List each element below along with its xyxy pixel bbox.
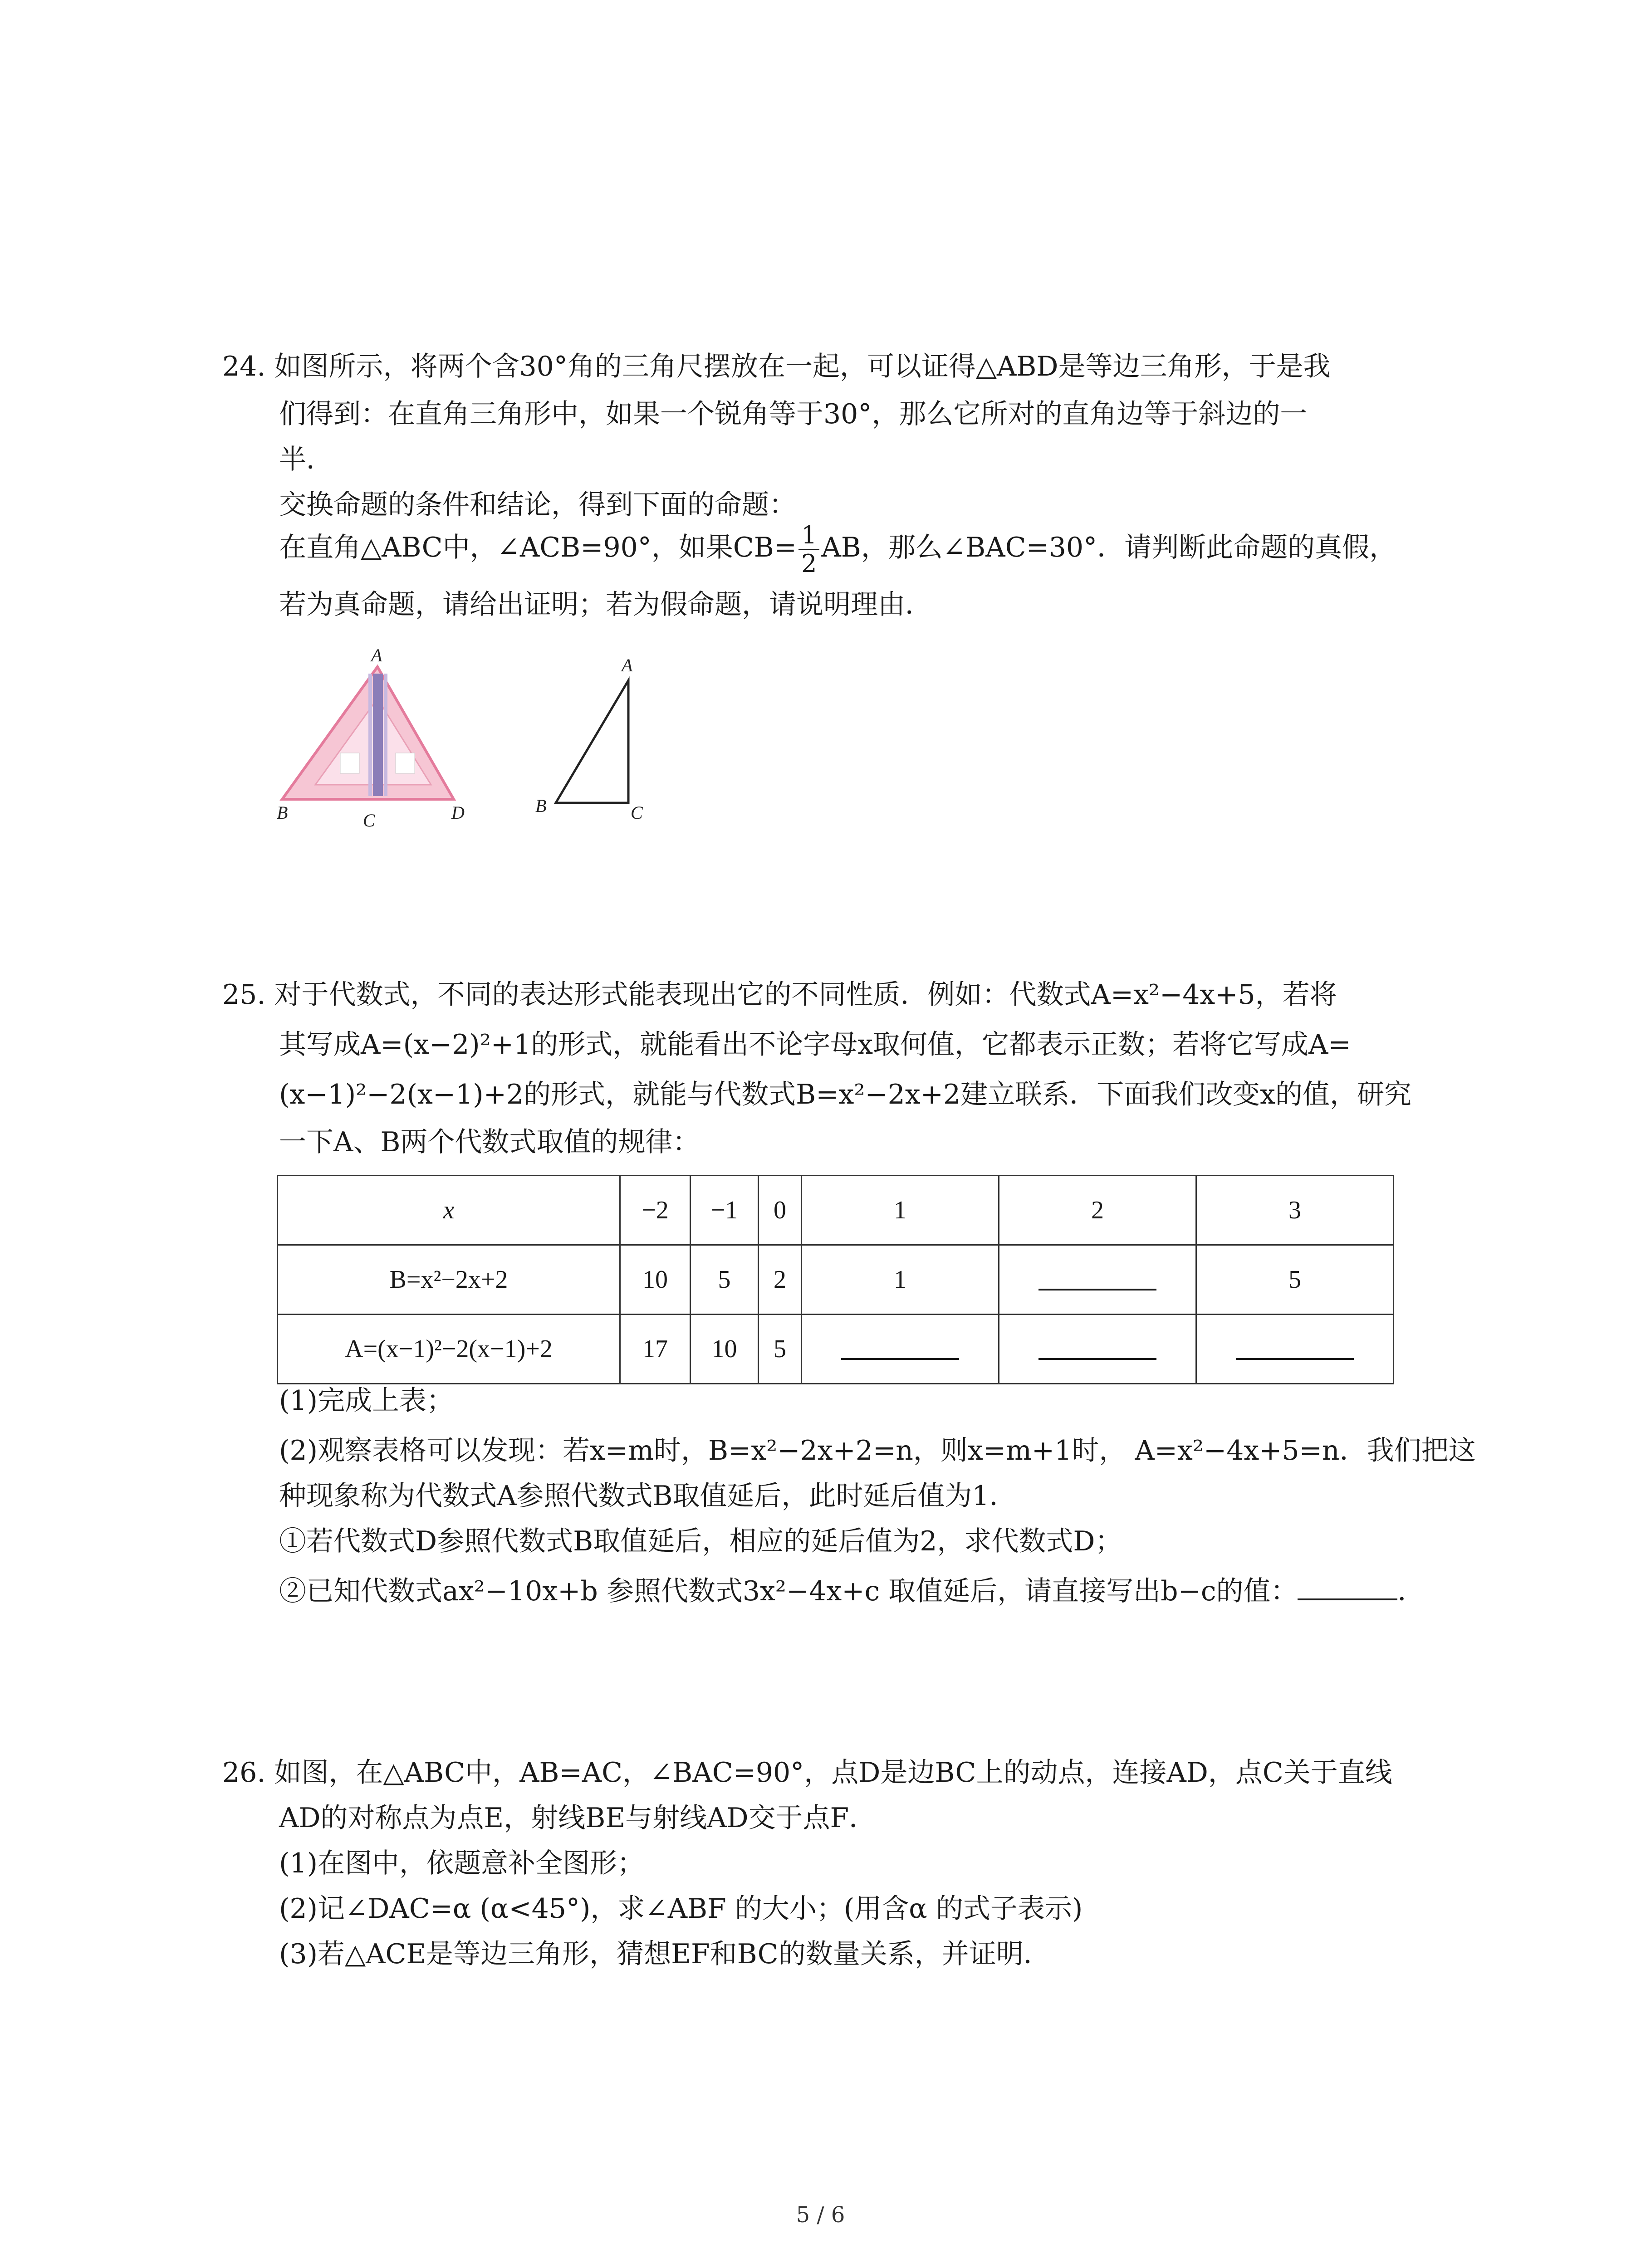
table-row-label-b: B=x²−2x+2 — [278, 1245, 620, 1315]
table-cell: 2 — [759, 1245, 802, 1315]
q24-line-6: 若为真命题，请给出证明；若为假命题，请说明理由． — [279, 589, 932, 621]
answer-blank[interactable] — [1236, 1332, 1354, 1360]
table-cell: 1 — [802, 1176, 999, 1245]
q25-part-3: ①若代数式D参照代数式B取值延后，相应的延后值为2，求代数式D； — [279, 1525, 1122, 1557]
q25-part-4-end: ． — [1397, 1575, 1425, 1607]
ruler-edge-left — [368, 674, 372, 796]
table-blank-cell[interactable] — [999, 1245, 1196, 1315]
ruler-edge-right — [384, 674, 387, 796]
fig1-label-a: A — [371, 649, 382, 665]
q24-line-2: 们得到：在直角三角形中，如果一个锐角等于30°，那么它所对的直角边等于斜边的一 — [279, 398, 1308, 430]
value-table — [277, 1175, 1394, 1384]
answer-blank[interactable] — [1038, 1332, 1156, 1360]
page-number: 5 / 6 — [796, 2202, 845, 2228]
fig2-label-b: B — [535, 796, 547, 816]
table-cell: 5 — [1196, 1245, 1394, 1315]
table-blank-cell[interactable] — [999, 1315, 1196, 1384]
q25-part-4-text: ②已知代数式ax²−10x+b 参照代数式3x²−4x+c 取值延后，请直接写出b−c的值： — [279, 1575, 1298, 1607]
q25-line-1: 25. 对于代数式，不同的表达形式能表现出它的不同性质．例如：代数式A=x²−4x+5，若将 — [222, 979, 1337, 1011]
q24-line-5a: 在直角△ABC中，∠ACB=90°，如果CB= — [279, 532, 797, 564]
figure-set-squares — [272, 649, 467, 835]
table-row-b — [278, 1245, 1394, 1315]
q25-part-1: (1)完成上表； — [279, 1385, 454, 1417]
q25-line-3: (x−1)²−2(x−1)+2的形式，就能与代数式B=x²−2x+2建立联系．下面我们改变x的值，研究 — [279, 1079, 1411, 1110]
figure-right-triangle — [531, 653, 649, 830]
q26-line-2: AD的对称点为点E，射线BE与射线AD交于点F． — [279, 1802, 877, 1834]
fraction-numerator: 1 — [798, 522, 819, 550]
table-row-a — [278, 1315, 1394, 1384]
q25-part-2a: (2)观察表格可以发现：若x=m时，B=x²−2x+2=n，则x=m+1时， A=x²−4x+5=n．我们把这 — [279, 1435, 1476, 1466]
table-cell: −1 — [691, 1176, 759, 1245]
triangle-hole-left — [340, 753, 359, 773]
table-cell: 5 — [691, 1245, 759, 1315]
fig1-label-d: D — [451, 802, 465, 823]
table-blank-cell[interactable] — [1196, 1315, 1394, 1384]
fig1-label-b: B — [277, 802, 288, 823]
q25-line-2: 其写成A=(x−2)²+1的形式，就能看出不论字母x取何值，它都表示正数；若将它写成A= — [279, 1029, 1351, 1061]
table-cell: 2 — [999, 1176, 1196, 1245]
table-blank-cell[interactable] — [802, 1315, 999, 1384]
answer-blank[interactable] — [1038, 1262, 1156, 1290]
ruler-strip — [373, 674, 383, 796]
answer-blank[interactable] — [841, 1332, 959, 1360]
table-cell: 1 — [802, 1245, 999, 1315]
table-cell: 10 — [691, 1315, 759, 1384]
q26-line-4: (2)记∠DAC=α (α<45°)，求∠ABF 的大小；(用含α 的式子表示) — [279, 1893, 1083, 1925]
fraction-denominator: 2 — [801, 549, 817, 578]
q24-line-1: 24. 如图所示，将两个含30°角的三角尺摆放在一起，可以证得△ABD是等边三角形，于是我 — [222, 351, 1331, 382]
table-cell: 5 — [759, 1315, 802, 1384]
fig2-label-a: A — [622, 655, 633, 675]
q24-line-5b: AB，那么∠BAC=30°．请判断此命题的真假， — [821, 532, 1397, 564]
fig1-label-c: C — [363, 810, 375, 831]
table-header-x: x — [278, 1176, 620, 1245]
triangle-hole-right — [396, 753, 415, 773]
q25-part-2b: 种现象称为代数式A参照代数式B取值延后，此时延后值为1． — [279, 1480, 1017, 1512]
table-cell: −2 — [620, 1176, 691, 1245]
q25-line-4: 一下A、B两个代数式取值的规律： — [279, 1126, 700, 1158]
q25-part-4 — [279, 1569, 1425, 1608]
q24-line-4: 交换命题的条件和结论，得到下面的命题： — [279, 489, 796, 521]
fraction-one-half — [798, 522, 819, 577]
table-cell: 10 — [620, 1245, 691, 1315]
q24-line-3: 半． — [279, 444, 333, 475]
table-row-x — [278, 1176, 1394, 1245]
table-cell: 0 — [759, 1176, 802, 1245]
table-row-label-a: A=(x−1)²−2(x−1)+2 — [278, 1315, 620, 1384]
table-cell: 17 — [620, 1315, 691, 1384]
q26-line-1: 26. 如图，在△ABC中，AB=AC，∠BAC=90°，点D是边BC上的动点，连接AD，点C关于直线 — [222, 1757, 1392, 1789]
q26-line-5: (3)若△ACE是等边三角形，猜想EF和BC的数量关系，并证明． — [279, 1938, 1051, 1970]
fig2-label-c: C — [631, 802, 643, 823]
answer-blank[interactable] — [1298, 1573, 1397, 1600]
q24-line-5 — [279, 522, 1396, 577]
table-cell: 3 — [1196, 1176, 1394, 1245]
right-triangle-shape — [556, 680, 628, 803]
q26-line-3: (1)在图中，依题意补全图形； — [279, 1848, 644, 1879]
